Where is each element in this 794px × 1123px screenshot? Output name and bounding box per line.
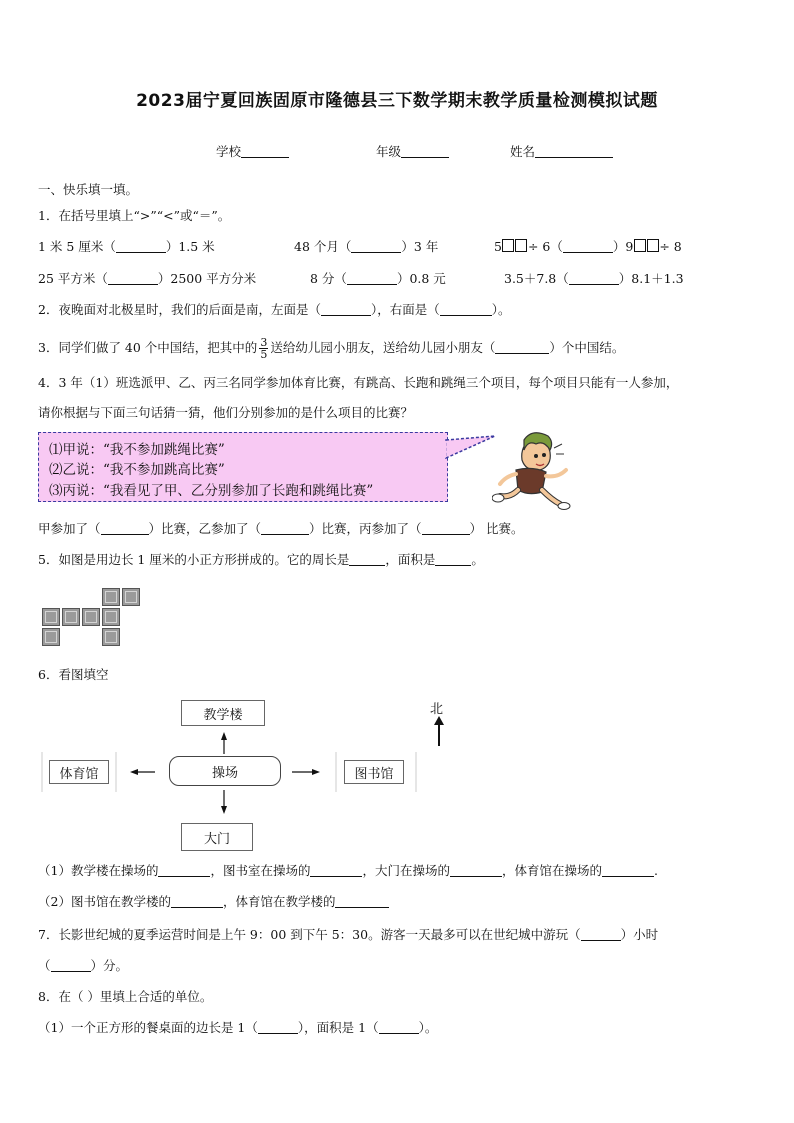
q5-text-c: 。 [471,552,484,567]
q1-r1c-tail: ）9 [612,239,634,254]
q1-r1a-tail: ）1.5 米 [165,239,215,254]
empty-box-icon [515,239,527,252]
q5-text-a: 5．如图是用边长 1 厘米的小正方形拼成的。它的周长是 [38,552,350,567]
q1-r1b-text: 48 个月（ [294,239,352,254]
q1-r1a-text: 1 米 5 厘米（ [38,239,116,254]
unit-square [102,628,120,646]
school-field [216,142,289,160]
fraction-denominator: 5 [260,348,268,361]
q2-text-b: ），右面是（ [370,302,440,317]
q1-r2b-blank[interactable] [347,284,397,285]
q2-blank-left[interactable] [321,315,371,316]
grade-label: 年级 [376,144,402,159]
q3-text-b: 送给幼儿园小朋友，送给幼儿园小朋友（ [270,340,496,355]
name-label: 姓名 [510,144,536,159]
q3 [38,337,624,360]
q7-blank-hours[interactable] [581,940,621,941]
name-blank[interactable] [535,157,613,158]
q2 [38,301,511,319]
q1-r2c-tail: ）8.1＋1.3 [618,271,684,286]
q6-s1-text-a: （1）教学楼在操场的 [38,863,159,878]
q4-blank-yi[interactable] [261,534,309,535]
q4-ans-text-a: 甲参加了（ [38,521,101,536]
q1-r2a-blank[interactable] [108,284,158,285]
q1-r2b-tail: ）0.8 元 [396,271,446,286]
q4-ans-text-c: ）比赛，丙参加了（ [309,521,422,536]
q6-s1-text-c: ，大门在操场的 [362,863,450,878]
q3-blank[interactable] [495,353,549,354]
school-label: 学校 [216,144,242,159]
q1-r1b-blank[interactable] [351,252,401,253]
q2-text-a: 2．夜晚面对北极星时，我们的后面是南，左面是（ [38,302,321,317]
box-gate: 大门 [181,823,253,851]
q8-s1-text-b: ），面积是 1（ [297,1020,379,1035]
page-title: 2023届宁夏回族固原市隆德县三下数学期末教学质量检测模拟试题 [136,91,658,111]
fraction-numerator: 3 [260,336,268,349]
q1-r2a-text: 25 平方米（ [38,271,108,286]
q1-r1c-blank[interactable] [563,252,613,253]
section-heading: 一、快乐填一填。 [38,182,139,197]
q7-text-d: ）分。 [90,958,129,973]
unit-square [82,608,100,626]
box-playground: 操场 [169,756,281,786]
q4-ans-text-b: ）比赛，乙参加了（ [148,521,262,536]
speech-bubble [38,432,448,502]
box-teaching-building: 教学楼 [181,700,265,726]
q1-row2-item-a [38,270,256,288]
q6-s2-blank-2[interactable] [335,907,389,908]
q4-line1: 4．3 年（1）班选派甲、乙、丙三名同学参加体育比赛，有跳高、长跑和跳绳三个项目，每个项目只能有一人参加， [38,375,679,390]
q1-stem: 1．在括号里填上“>”“<”或“＝”。 [38,208,231,223]
grade-blank[interactable] [401,157,449,158]
square-figure [38,588,148,650]
running-boy-icon [492,426,574,510]
q7-text-a: 7．长影世纪城的夏季运营时间是上午 9：00 到下午 5：30。游客一天最多可以在世纪城中游玩（ [38,927,581,942]
q1-r1a-blank[interactable] [116,252,166,253]
q4-answer [38,520,524,538]
q2-blank-right[interactable] [440,315,492,316]
bubble-line-1: ⑴甲说：“我不参加跳绳比赛” [49,442,225,458]
q6-s2-text-b: ，体育馆在教学楼的 [222,894,336,909]
q4-ans-text-d: ） 比赛。 [469,521,524,536]
school-blank[interactable] [241,157,289,158]
q1-r2c-blank[interactable] [569,284,619,285]
unit-square [122,588,140,606]
q8-sub1 [38,1019,437,1037]
q3-fraction [259,337,268,360]
box-gym: 体育馆 [49,760,109,784]
q6-s1-text-d: ，体育馆在操场的 [502,863,603,878]
direction-diagram-lines [30,690,450,860]
q6-sub2 [38,893,389,911]
q2-text-c: ）。 [491,302,511,317]
q6-s1-text-b: ，图书室在操场的 [210,863,311,878]
name-field [510,142,613,160]
q6-stem: 6．看图填空 [38,667,109,682]
q6-s1-blank-2[interactable] [310,876,362,877]
q3-text-a: 3．同学们做了 40 个中国结，把其中的 [38,340,258,355]
north-arrow-icon [432,716,446,748]
q1-row1-item-a [38,238,215,256]
q8-blank-area[interactable] [379,1033,419,1034]
unit-square [42,608,60,626]
q8-s1-text-c: ）。 [418,1020,438,1035]
empty-box-icon [647,239,659,252]
unit-square [102,588,120,606]
q7-line2 [38,957,128,975]
q6-s2-blank-1[interactable] [171,907,223,908]
q1-r1c-text: 5 [494,239,502,254]
q8-stem: 8．在（ ）里填上合适的单位。 [38,989,213,1004]
q1-row2-item-b [310,270,446,288]
q7-text-c: （ [38,958,51,973]
north-label: 北 [430,702,444,717]
q6-s1-blank-4[interactable] [602,876,654,877]
q1-r1c-op: ÷ 6（ [527,239,563,254]
q6-s1-blank-1[interactable] [158,876,210,877]
box-library: 图书馆 [344,760,404,784]
q1-r2b-text: 8 分（ [310,271,347,286]
unit-square [102,608,120,626]
q8-blank-side[interactable] [258,1033,298,1034]
q3-text-c: ）个中国结。 [549,340,625,355]
q1-r2a-tail: ）2500 平方分米 [157,271,257,286]
empty-box-icon [634,239,646,252]
unit-square [42,628,60,646]
unit-square [62,608,80,626]
q1-r1c-tail-op: ÷ 8 [659,239,682,254]
bubble-line-2: ⑵乙说：“我不参加跳高比赛” [49,462,225,478]
q5 [38,551,484,569]
grade-field [376,142,449,160]
q6-s1-text-e: . [654,863,658,878]
q4-line2: 请你根据与下面三句话猜一猜，他们分别参加的是什么项目的比赛？ [38,405,414,420]
q1-row1-item-b [294,238,438,256]
q1-r1b-tail: ）3 年 [401,239,439,254]
q5-text-b: ，面积是 [385,552,436,567]
q7-line1 [38,926,658,944]
q5-blank-area[interactable] [435,565,471,566]
q4-blank-bing[interactable] [422,534,470,535]
q1-row2-item-c [504,270,684,288]
q1-r2c-text: 3.5＋7.8（ [504,271,569,286]
q6-s2-text-a: （2）图书馆在教学楼的 [38,894,171,909]
q1-row1-item-c [494,238,682,256]
q7-text-b: ）小时 [620,927,659,942]
q4-blank-jia[interactable] [101,534,149,535]
q6-s1-blank-3[interactable] [450,876,502,877]
q6-sub1 [38,862,658,880]
empty-box-icon [502,239,514,252]
bubble-line-3: ⑶丙说：“我看见了甲、乙分别参加了长跑和跳绳比赛” [49,483,374,499]
q7-blank-minutes[interactable] [51,971,91,972]
q5-blank-perimeter[interactable] [349,565,385,566]
q8-s1-text-a: （1）一个正方形的餐桌面的边长是 1（ [38,1020,258,1035]
